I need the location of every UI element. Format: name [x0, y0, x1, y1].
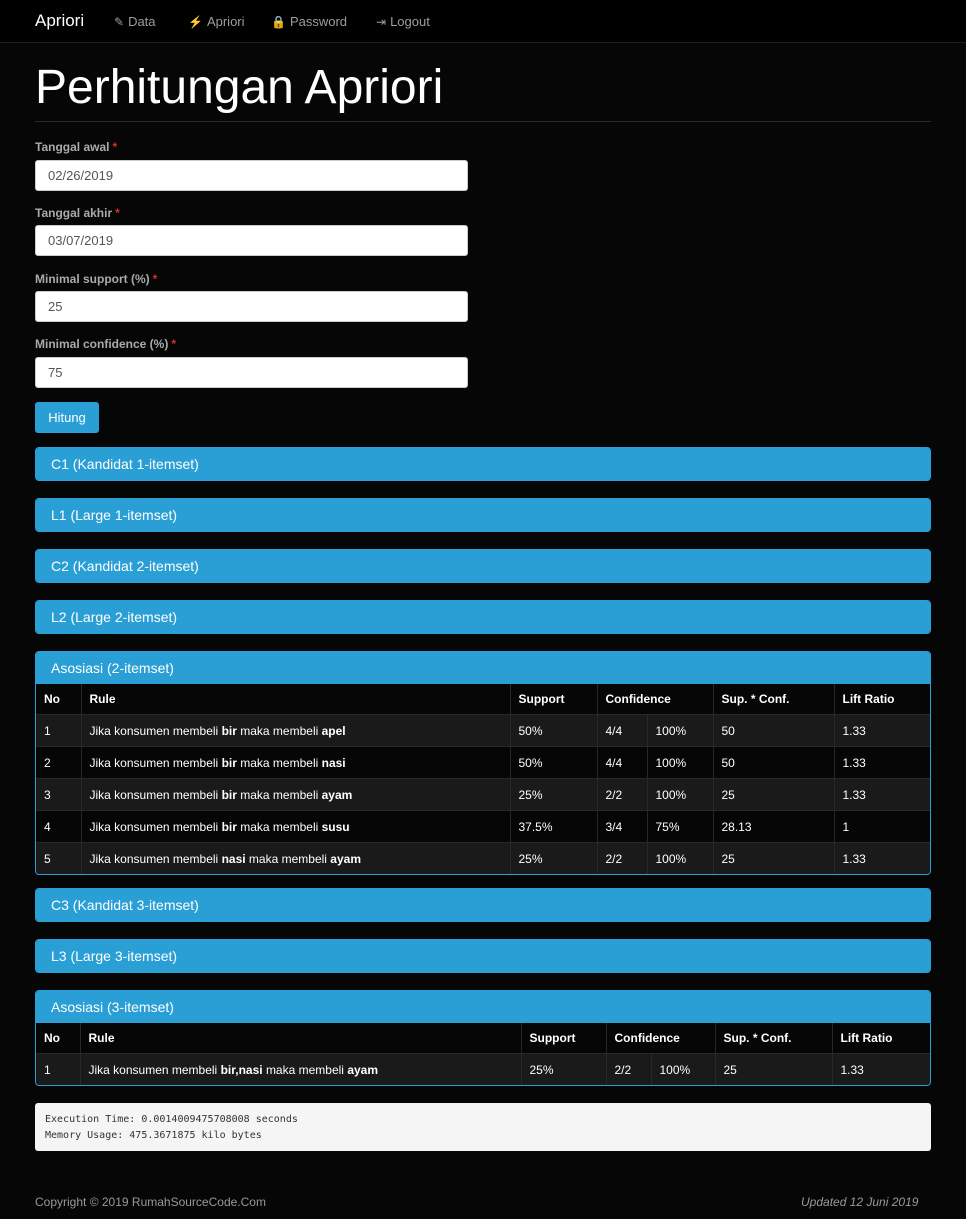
- table-row: [36, 779, 930, 811]
- rule-consequent: apel: [321, 723, 346, 738]
- required-mark: *: [112, 140, 118, 154]
- col-header-no: No: [36, 1023, 80, 1054]
- cell-confidence-percent: 100%: [647, 747, 713, 779]
- required-mark: *: [115, 206, 120, 220]
- cell-rule: [81, 747, 510, 779]
- panel-l2[interactable]: [35, 600, 931, 634]
- cell-no: 3: [36, 779, 81, 811]
- tanggal-awal-input[interactable]: [35, 160, 468, 191]
- cell-confidence-percent: 100%: [647, 843, 713, 875]
- cell-confidence-percent: 75%: [647, 811, 713, 843]
- rule-middle: maka membeli: [240, 819, 319, 834]
- cell-confidence-fraction: 2/2: [606, 1054, 651, 1086]
- col-header-support: Support: [521, 1023, 606, 1054]
- panel-heading[interactable]: C2 (Kandidat 2-itemset): [36, 550, 930, 582]
- panel-asosiasi-3: [35, 990, 931, 1086]
- rule-middle: maka membeli: [248, 851, 327, 866]
- cell-support: 50%: [510, 715, 597, 747]
- flash-icon: ⚡: [188, 15, 203, 29]
- cell-lift: 1.33: [834, 779, 930, 811]
- col-header-rule: Rule: [80, 1023, 521, 1054]
- required-mark: *: [152, 272, 158, 286]
- rule-antecedent: nasi: [221, 851, 246, 866]
- logout-icon: ⇥: [376, 15, 387, 29]
- cell-lift: 1: [834, 811, 930, 843]
- navbar-brand[interactable]: Apriori: [35, 11, 85, 30]
- cell-lift: 1.33: [834, 715, 930, 747]
- cell-confidence-fraction: 3/4: [597, 811, 647, 843]
- nav-item-label: Logout: [390, 14, 430, 29]
- col-header-support: Support: [510, 684, 597, 715]
- cell-support: 25%: [521, 1054, 606, 1086]
- nav-item-apriori[interactable]: [188, 14, 245, 29]
- table-row: [36, 811, 930, 843]
- cell-supconf: 28.13: [713, 811, 834, 843]
- rule-antecedent: bir: [221, 787, 237, 802]
- rule-prefix: Jika konsumen membeli: [88, 1062, 218, 1077]
- cell-support: 25%: [510, 843, 597, 875]
- pushpin-icon: ✎: [114, 15, 125, 29]
- cell-confidence-fraction: 2/2: [597, 779, 647, 811]
- table-row: [36, 843, 930, 875]
- cell-support: 25%: [510, 779, 597, 811]
- panel-asosiasi-2: [35, 651, 931, 875]
- nav-item-password[interactable]: [271, 14, 347, 29]
- panel-heading[interactable]: L3 (Large 3-itemset): [36, 940, 930, 972]
- nav-item-data[interactable]: [114, 14, 156, 29]
- execution-time: Execution Time: 0.0014009475708008 seconds: [45, 1114, 298, 1125]
- hitung-button[interactable]: Hitung: [35, 402, 99, 433]
- tanggal-awal-label: Tanggal awal *: [35, 140, 118, 154]
- panel-l1[interactable]: [35, 498, 931, 532]
- cell-no: 5: [36, 843, 81, 875]
- rule-consequent: susu: [321, 819, 350, 834]
- table-row: [36, 747, 930, 779]
- cell-rule: [81, 811, 510, 843]
- memory-usage: Memory Usage: 475.3671875 kilo bytes: [45, 1130, 262, 1141]
- cell-supconf: 50: [713, 747, 834, 779]
- rule-prefix: Jika konsumen membeli: [89, 755, 219, 770]
- cell-confidence-fraction: 4/4: [597, 747, 647, 779]
- footer-copyright: Copyright © 2019 RumahSourceCode.Com: [35, 1195, 266, 1209]
- rule-prefix: Jika konsumen membeli: [89, 819, 219, 834]
- rule-consequent: ayam: [347, 1062, 379, 1077]
- title-divider: [35, 121, 931, 122]
- tanggal-akhir-label: Tanggal akhir *: [35, 206, 120, 220]
- col-header-confidence: Confidence: [597, 684, 713, 715]
- rule-prefix: Jika konsumen membeli: [89, 723, 219, 738]
- lock-icon: 🔒: [271, 15, 286, 29]
- min-support-input[interactable]: [35, 291, 468, 322]
- cell-supconf: 25: [713, 779, 834, 811]
- rule-middle: maka membeli: [240, 723, 319, 738]
- cell-no: 2: [36, 747, 81, 779]
- asosiasi-2-table: [36, 684, 930, 874]
- min-confidence-input[interactable]: [35, 357, 468, 388]
- cell-confidence-percent: 100%: [647, 779, 713, 811]
- panel-l3[interactable]: [35, 939, 931, 973]
- panel-c1[interactable]: [35, 447, 931, 481]
- navbar: [0, 0, 966, 43]
- cell-support: 50%: [510, 747, 597, 779]
- cell-rule: [81, 843, 510, 875]
- cell-rule: [81, 779, 510, 811]
- table-row: [36, 1054, 930, 1086]
- page-title: Perhitungan Apriori: [35, 61, 444, 114]
- rule-antecedent: bir: [221, 723, 237, 738]
- col-header-supconf: Sup. * Conf.: [713, 684, 834, 715]
- rule-middle: maka membeli: [265, 1062, 344, 1077]
- cell-lift: 1.33: [834, 747, 930, 779]
- panel-heading[interactable]: L1 (Large 1-itemset): [36, 499, 930, 531]
- nav-item-logout[interactable]: [376, 14, 430, 29]
- col-header-lift: Lift Ratio: [834, 684, 930, 715]
- cell-rule: [81, 715, 510, 747]
- cell-confidence-percent: 100%: [651, 1054, 715, 1086]
- min-confidence-label: Minimal confidence (%) *: [35, 337, 177, 351]
- panel-heading[interactable]: L2 (Large 2-itemset): [36, 601, 930, 633]
- cell-support: 37.5%: [510, 811, 597, 843]
- footer-updated: Updated 12 Juni 2019: [801, 1195, 919, 1209]
- cell-lift: 1.33: [834, 843, 930, 875]
- min-support-label: Minimal support (%) *: [35, 272, 158, 286]
- asosiasi-3-table: [36, 1023, 930, 1085]
- col-header-confidence: Confidence: [606, 1023, 715, 1054]
- rule-consequent: ayam: [330, 851, 361, 866]
- rule-consequent: nasi: [321, 755, 346, 770]
- table-row: [36, 715, 930, 747]
- panel-heading[interactable]: C1 (Kandidat 1-itemset): [36, 448, 930, 480]
- rule-antecedent: bir: [221, 819, 237, 834]
- cell-supconf: 50: [713, 715, 834, 747]
- cell-no: 4: [36, 811, 81, 843]
- cell-confidence-fraction: 2/2: [597, 843, 647, 875]
- rule-antecedent: bir,nasi: [220, 1062, 263, 1077]
- rule-middle: maka membeli: [240, 787, 319, 802]
- cell-confidence-percent: 100%: [647, 715, 713, 747]
- col-header-supconf: Sup. * Conf.: [715, 1023, 832, 1054]
- panel-c3[interactable]: [35, 888, 931, 922]
- panel-c2[interactable]: [35, 549, 931, 583]
- rule-antecedent: bir: [221, 755, 237, 770]
- nav-item-label: Password: [289, 14, 348, 29]
- cell-lift: 1.33: [832, 1054, 930, 1086]
- cell-no: 1: [36, 1054, 80, 1086]
- rule-prefix: Jika konsumen membeli: [89, 787, 219, 802]
- rule-prefix: Jika konsumen membeli: [89, 851, 219, 866]
- required-mark: *: [171, 337, 177, 351]
- rule-middle: maka membeli: [240, 755, 319, 770]
- execution-stats: [35, 1103, 931, 1151]
- cell-supconf: 25: [715, 1054, 832, 1086]
- cell-supconf: 25: [713, 843, 834, 875]
- rule-consequent: ayam: [321, 787, 353, 802]
- tanggal-akhir-input[interactable]: [35, 225, 468, 256]
- col-header-rule: Rule: [81, 684, 510, 715]
- panel-heading[interactable]: Asosiasi (3-itemset): [36, 991, 930, 1023]
- cell-no: 1: [36, 715, 81, 747]
- cell-confidence-fraction: 4/4: [597, 715, 647, 747]
- col-header-no: No: [36, 684, 81, 715]
- nav-item-label: Data: [128, 14, 156, 29]
- col-header-lift: Lift Ratio: [832, 1023, 930, 1054]
- panel-heading[interactable]: Asosiasi (2-itemset): [36, 652, 930, 684]
- panel-heading[interactable]: C3 (Kandidat 3-itemset): [36, 889, 930, 921]
- cell-rule: [80, 1054, 521, 1086]
- nav-item-label: Apriori: [206, 14, 245, 29]
